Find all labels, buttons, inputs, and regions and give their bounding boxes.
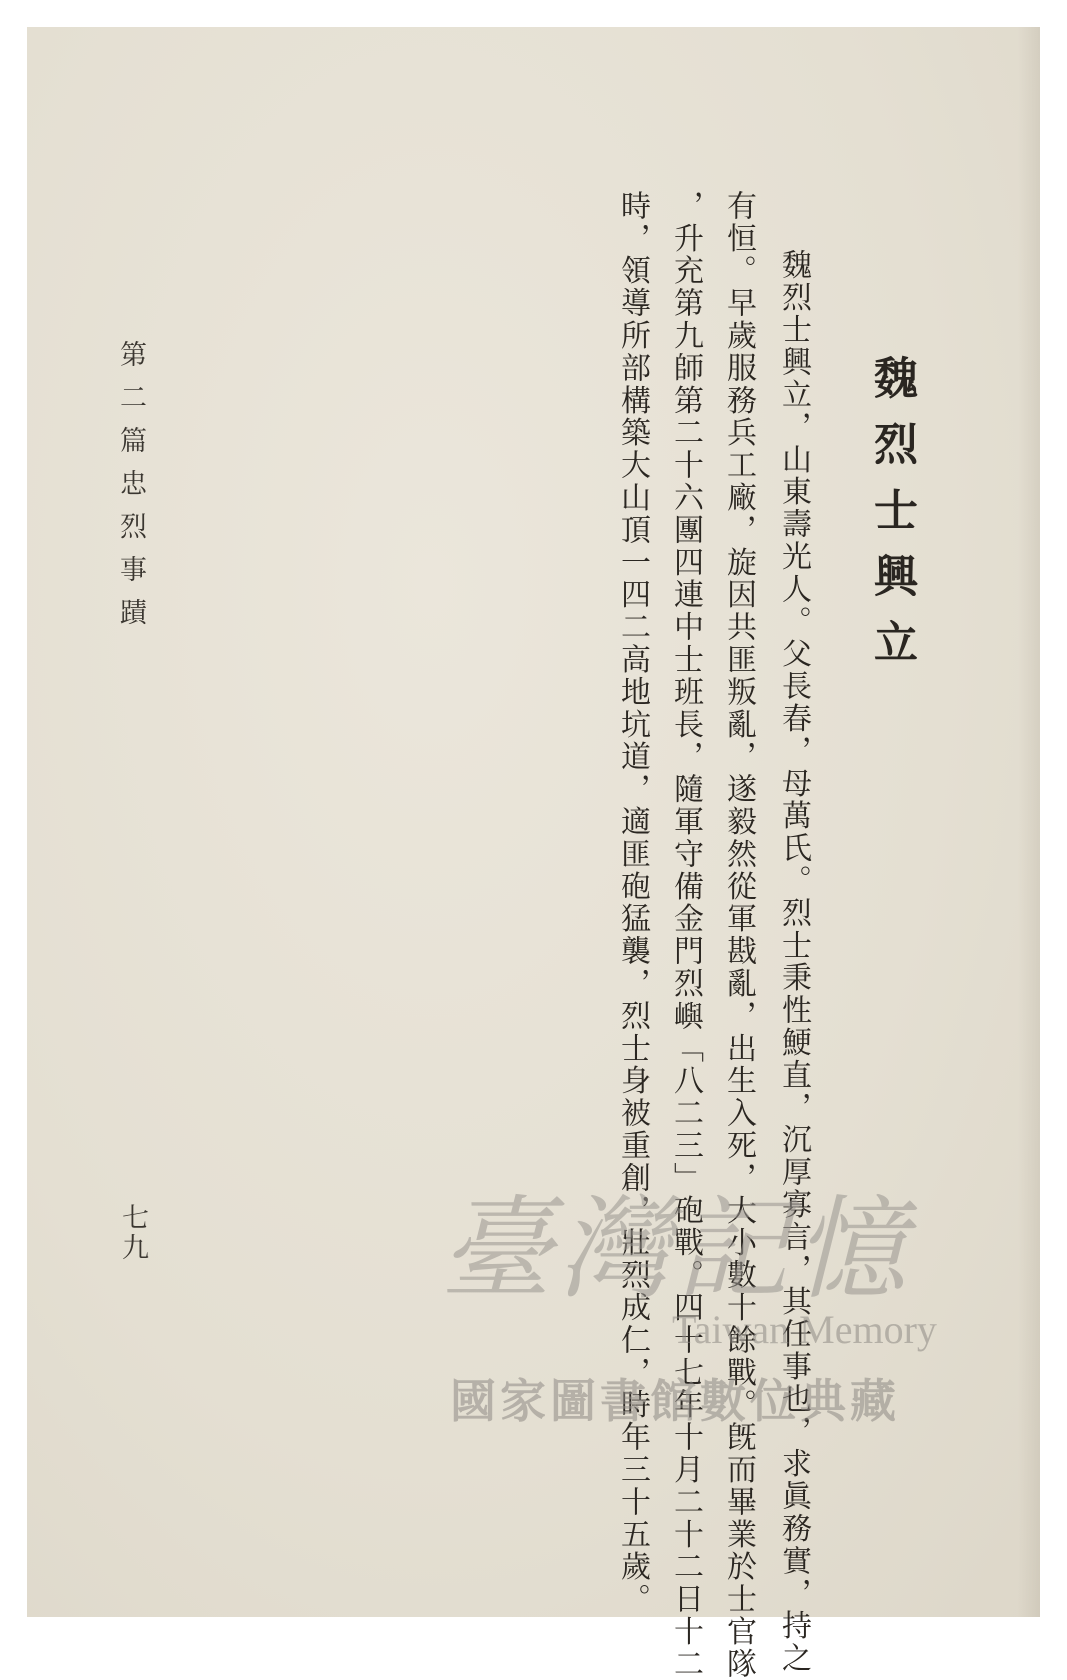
- body-column-4: 時，領導所部構築大山頂一四二高地坑道，適匪砲猛襲，烈士身被重創，壯烈成仁，時年三十五歲。: [615, 190, 650, 1616]
- watermark-calligraphy: 臺灣記憶: [440, 1185, 912, 1315]
- body-column-1: 魏烈士興立，山東壽光人。父長春，母萬氏。烈士秉性鯁直，沉厚寡言，其任事也，求眞務實，持之: [776, 249, 811, 1675]
- page-number: 七九: [117, 1203, 148, 1263]
- book-page: [27, 27, 1040, 1680]
- body-column-2: 有恒。早歲服務兵工廠，旋因共匪叛亂，遂毅然從軍戡亂，出生入死，大小數十餘戰。旣而畢業於士官隊: [721, 190, 756, 1680]
- watermark-organization: 國家圖書館數位典藏: [450, 1374, 900, 1428]
- watermark-latin: Taiwan Memory: [672, 1307, 937, 1352]
- running-header: 第二篇忠烈事蹟: [115, 340, 146, 641]
- body-column-3: ，升充第九師第二十六團四連中士班長，隨軍守備金門烈嶼「八二三」砲戰。四十七年十月二十二日十二: [668, 190, 703, 1680]
- article-title: 魏烈士興立: [866, 355, 917, 685]
